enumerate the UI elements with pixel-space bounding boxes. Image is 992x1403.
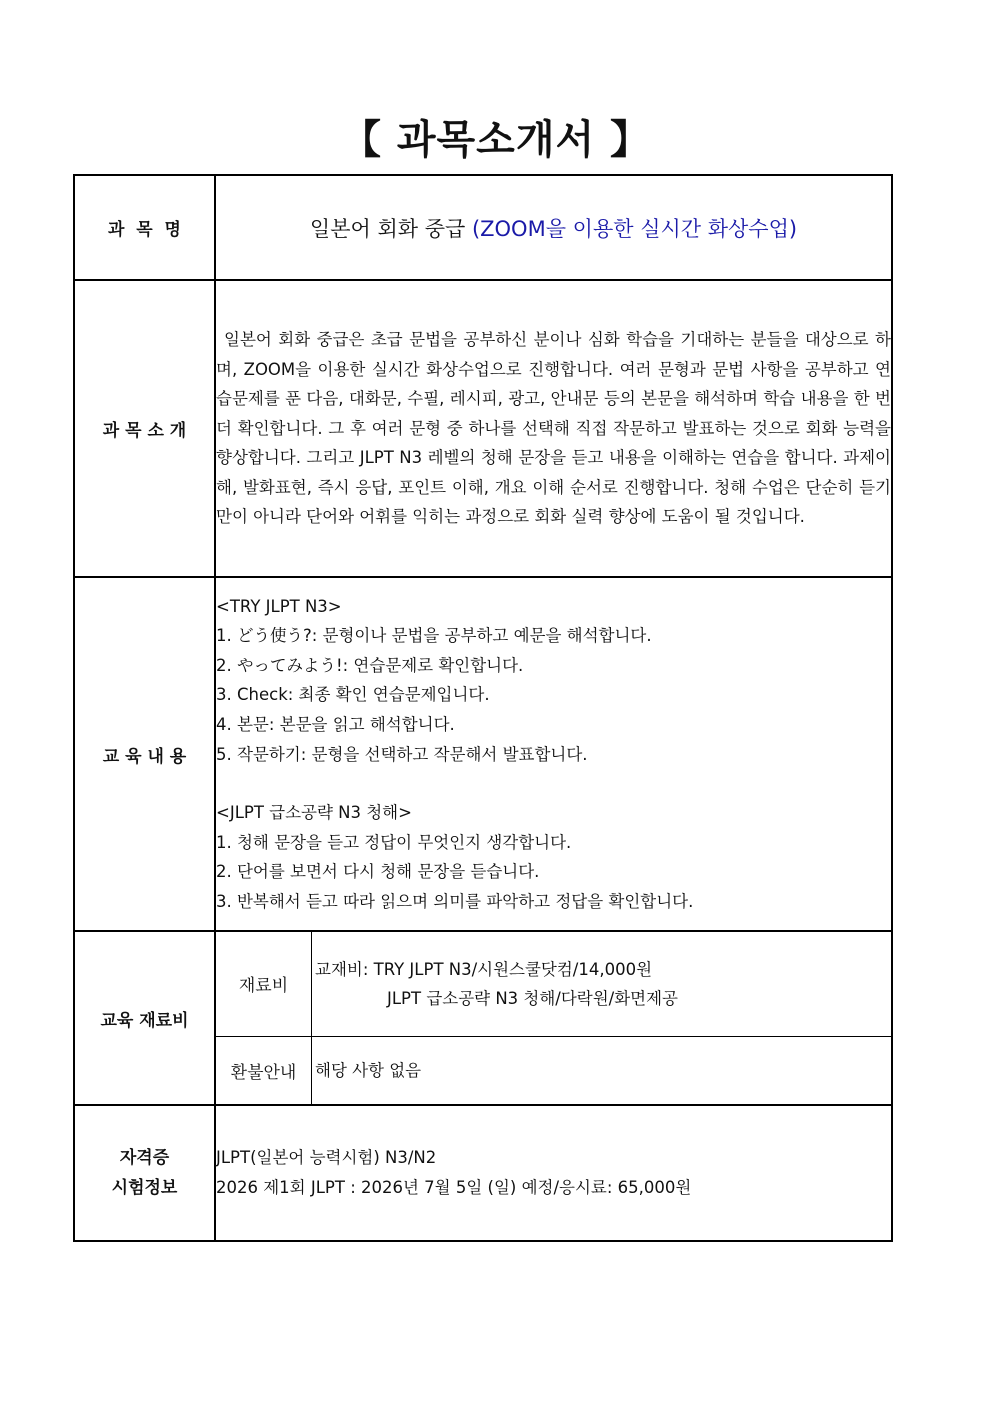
section-title: <JLPT 급소공략 N3 청해>	[216, 803, 412, 823]
intro-text: 일본어 회화 중급은 초급 문법을 공부하신 분이나 심화 학습을 기대하는 분들을 대상으로 하며, ZOOM을 이용한 실시간 화상수업으로 진행합니다. 여러 문형과 문법 사항을 공부하고 연습문제를 푼 다음, 대화문, 수필, 레시피, 광고, 안내문 등의 본문을 해석하며 학습 내용을 한 번 더 확인합니다. 그 후 여러 문형 중 하나를 선택해 직접 작문하고 발표하는 것으로 회화 능력을 향상합니다. 그리고 JLPT N3 레벨의 청해 문장을 듣고 내용을 이해하는 연습을 합니다. 과제이해, 발화표현, 즉시 응답, 포인트 이해, 개요 이해 순서로 진행합니다. 청해 수업은 단순히 듣기만이 아니라 단어와 어휘를 익히는 과정으로 회화 실력 향상에 도움이 될 것입니다.	[216, 330, 891, 527]
fee-line: 교재비: TRY JLPT N3/시원스쿨닷컴/14,000원	[315, 959, 653, 979]
refund-value: 해당 사항 없음	[315, 1060, 422, 1080]
subject-name	[215, 175, 892, 280]
refund-label: 환불안내	[216, 1036, 312, 1104]
certificate-cell	[215, 1105, 892, 1241]
materials-label: 교육 재료비	[74, 931, 215, 1105]
list-item: 1. 청해 문장을 듣고 정답이 무엇인지 생각합니다.	[216, 832, 572, 852]
materials-cell	[215, 931, 892, 1105]
fee-label: 재료비	[216, 932, 312, 1036]
materials-row	[74, 931, 892, 1105]
fee-value	[312, 932, 892, 1036]
list-item: 2. 단어를 보면서 다시 청해 문장을 듣습니다.	[216, 862, 540, 882]
subject-row	[74, 175, 892, 280]
subject-label: 과 목 명	[74, 175, 215, 280]
certificate-label	[74, 1105, 215, 1241]
certificate-line: 2026 제1회 JLPT : 2026년 7월 5일 (일) 예정/응시료: 65,000원	[216, 1178, 692, 1197]
intro-label: 과 목 소 개	[74, 280, 215, 577]
certificate-label-line: 자격증	[119, 1148, 170, 1168]
list-item: 3. Check: 최종 확인 연습문제입니다.	[216, 685, 490, 705]
certificate-label-line: 시험정보	[111, 1178, 178, 1198]
intro-cell	[215, 280, 892, 577]
section-title: <TRY JLPT N3>	[216, 596, 342, 616]
list-item: 1. どう使う?: 문형이나 문법을 공부하고 예문을 해석합니다.	[216, 626, 652, 646]
intro-row	[74, 280, 892, 577]
document-title: 【 과목소개서 】	[340, 117, 652, 163]
list-item: 4. 본문: 본문을 읽고 해석합니다.	[216, 714, 455, 734]
subject-name-accent: (ZOOM을 이용한 실시간 화상수업)	[471, 216, 798, 241]
certificate-row	[74, 1105, 892, 1241]
list-item: 5. 작문하기: 문형을 선택하고 작문해서 발표합니다.	[216, 744, 588, 764]
course-info-table	[73, 174, 893, 1242]
content-row	[74, 577, 892, 931]
content-cell	[215, 577, 892, 931]
materials-subtable	[216, 932, 891, 1104]
fee-line: JLPT 급소공략 N3 청해/다락원/화면제공	[387, 988, 678, 1008]
list-item: 2. やってみよう!: 연습문제로 확인합니다.	[216, 655, 524, 675]
subject-name-plain: 일본어 회화 중급	[309, 216, 472, 241]
certificate-line: JLPT(일본어 능력시험) N3/N2	[216, 1148, 437, 1167]
content-label: 교 육 내 용	[74, 577, 215, 931]
list-item: 3. 반복해서 듣고 따라 읽으며 의미를 파악하고 정답을 확인합니다.	[216, 891, 694, 911]
